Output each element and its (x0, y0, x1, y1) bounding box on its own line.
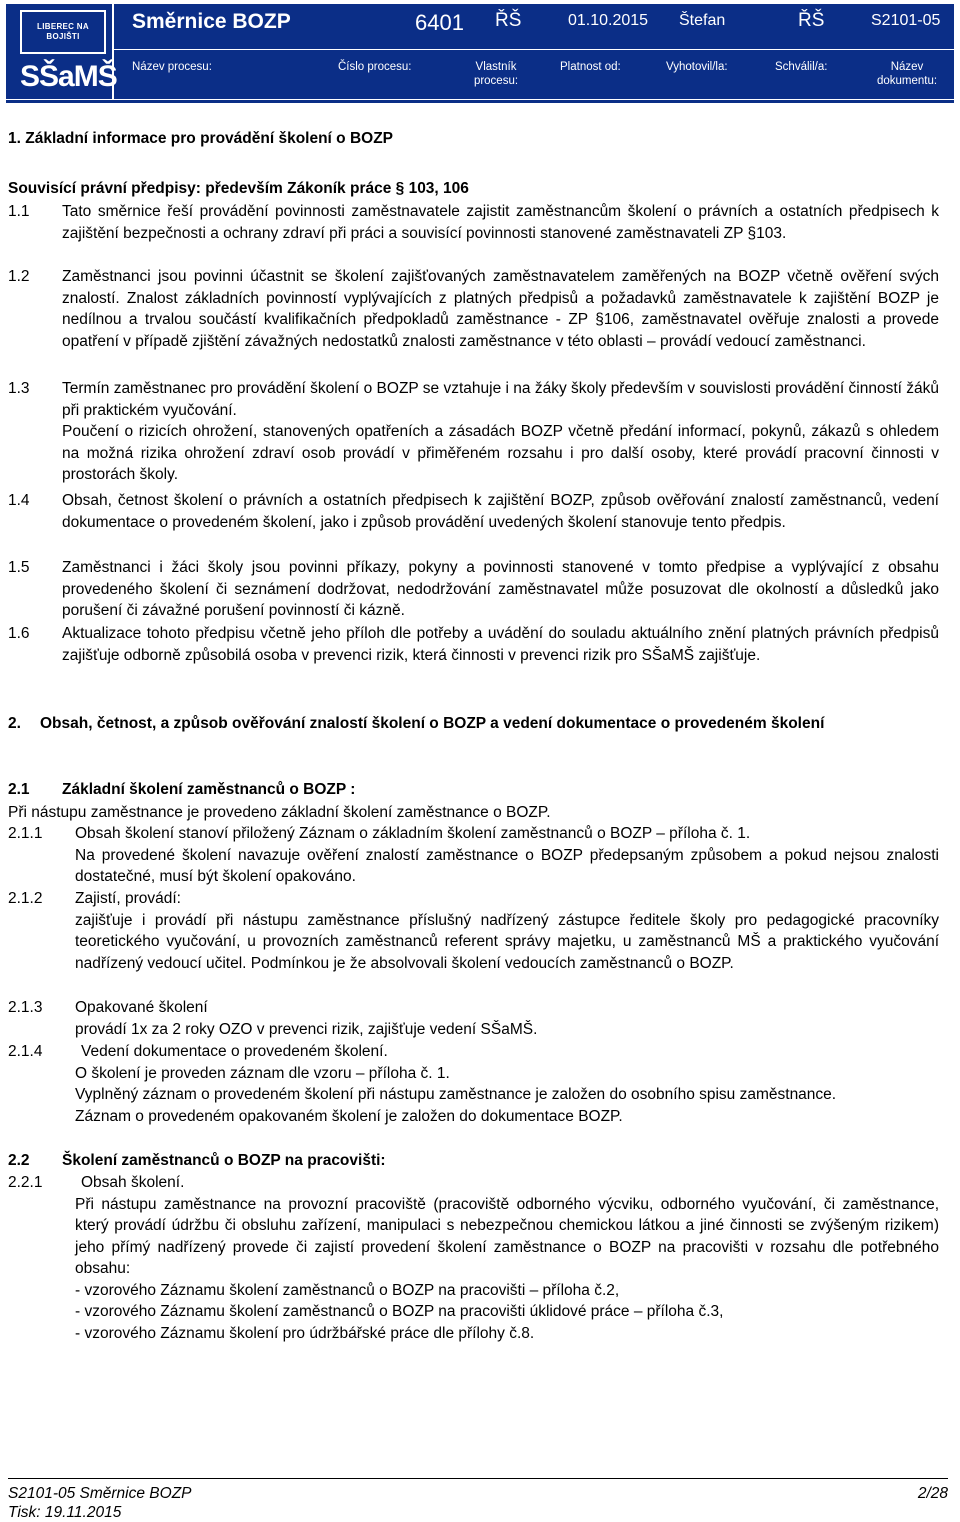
list-item: - vzorového Záznamu školení zaměstnanců o BOZP na pracovišti – příloha č.2, (75, 1281, 620, 1299)
item-2-2-1-text-2: Při nástupu zaměstnance na provozní pracoviště (pracoviště odborného výcviku, odborného vyučování, či zaměstnance, který provádí údržbu či obsluhu zařízení, manipulaci s nebezpečnou chemickou látkou a jiné činnosti se zvýšeným rizikem) jeho přímý nadřízený provede či zajistí provedení školení zaměstnance o BOZP na pracovišti v rozsahu dle potřebného obsahu: (75, 1195, 939, 1277)
label-document-name: Název dokumentu: (876, 61, 938, 87)
item-2-1-3-text-2: provádí 1x za 2 roky OZO v prevenci rizik, zajišťuje vedení SŠaMŠ. (75, 1020, 538, 1038)
legal-references: Souvisící právní předpisy: především Zákoník práce § 103, 106 (8, 180, 469, 197)
logo-top-text: LIBEREC NA BOJIŠTI (37, 22, 89, 41)
logo-crest (20, 10, 106, 54)
approved-by: ŘŠ (798, 10, 825, 31)
item-1-6: Aktualizace tohoto předpisu včetně jeho příloh dle potřeby a uvádění do souladu aktuálního znění platných právních předpisů zajišťuje odborně způsobilá osoba v prevenci rizik, která činnosti v prevenci rizik pro SŠaMŠ zajišťuje. (62, 625, 939, 664)
footer-document: S2101-05 Směrnice BOZP (8, 1485, 192, 1502)
item-number: 2.1.3 (8, 999, 43, 1016)
item-2-1-3 (75, 997, 939, 1040)
item-2-2-1 (75, 1172, 939, 1344)
logo-text: SŠaMŠ (20, 60, 117, 93)
item-2-1-2-text-2: zajišťuje i provádí při nástupu zaměstnance příslušný nadřízený zástupce ředitele školy pro pedagogické pracovníky teoretického vyučování, u provozních zaměstnanců referent správy majetku, u zaměstnanců MŠ a praktického vyučování nadřízený vedoucí učitel. Podmínkou je že absolvovali školení vedoucích zaměstnanců o BOZP. (75, 911, 939, 972)
process-number: 6401 (415, 10, 464, 35)
item-number: 1.1 (8, 203, 30, 220)
item-2-1-4 (75, 1041, 939, 1127)
item-2-1-1-text-2: Na provedené školení navazuje ověření znalostí zaměstnance o BOZP předepsaným způsobem a pokud nejsou znalosti dostatečné, musí být školení opakováno. (75, 846, 939, 885)
item-2-1-1-text: Obsah školení stanoví přiložený Záznam o základním školení zaměstnanců o BOZP – příloha č. 1. (75, 825, 751, 842)
item-2-1-2 (75, 888, 939, 974)
label-owner: Vlastník procesu: (473, 61, 519, 87)
item-2-1-2-text: Zajistí, provádí: (75, 890, 181, 907)
document-name: S2101-05 (871, 12, 941, 29)
header-title: Směrnice BOZP (132, 10, 291, 33)
item-2-1-4-text: Vedení dokumentace o provedeném školení. (81, 1043, 388, 1060)
item-number: 1.5 (8, 559, 30, 576)
page-number: 2/28 (917, 1485, 948, 1502)
item-1-3 (62, 378, 939, 486)
valid-from: 01.10.2015 (568, 12, 649, 29)
item-number: 2.2.1 (8, 1174, 43, 1191)
item-1-4: Obsah, četnost školení o právních a ostatních předpisech k zajištění BOZP, způsob ověřování znalostí zaměstnanců, vedení dokumentace o provedeném školení, jako i způsob provádění uvedených školení stanovuje tento předpis. (62, 492, 939, 531)
item-2-1-4-text-c: Záznam o provedeném opakovaném školení je založen do dokumentace BOZP. (75, 1107, 623, 1125)
process-owner: ŘŠ (495, 10, 522, 31)
header-separator (114, 49, 954, 50)
section-2-heading: Obsah, četnost, a způsob ověřování znalostí školení o BOZP a vedení dokumentace o provedeném školení (40, 715, 825, 732)
section-1-heading: 1. Základní informace pro provádění školení o BOZP (8, 130, 394, 147)
item-2-1-4-text-b: Vyplněný záznam o provedeném školení při nástupu zaměstnance je založen do osobního spisu zaměstnance. (75, 1086, 837, 1103)
label-approved-by: Schválil/a: (775, 61, 828, 73)
footer-rule (8, 1478, 948, 1479)
list-item: - vzorového Záznamu školení pro údržbářské práce dle přílohy č.8. (75, 1324, 535, 1342)
page-footer (8, 1484, 948, 1522)
label-process-number: Číslo procesu: (338, 61, 412, 73)
item-1-2: Zaměstnanci jsou povinni účastnit se školení zajišťovaných zaměstnavatelem zaměřených na BOZP včetně ověření svých znalostí. Znalost základních povinností vyplývajících z platných předpisů a požadavků zaměstnavatele k zajištění BOZP je nedílnou a trvalou součástí kvalifikačních předpokladů zaměstnance - ZP §106, zaměstnavatel ověřuje znalosti a provede opatření v případě zjištění závažných nedostatků znalosti zaměstnance v této oblasti – provádí vedoucí zaměstnanci. (62, 268, 939, 350)
section-2-2-number: 2.2 (8, 1152, 30, 1169)
item-1-5: Zaměstnanci i žáci školy jsou povinni příkazy, pokyny a povinnosti stanovené v tomto předpise a vyplývající z obsahu provedeného školení či seznámení dodržovat, nedodržování zaměstnavatel může posuzovat dle okolností a důsledků jako porušení či závažné porušení povinností či kázně. (62, 559, 939, 619)
item-number: 1.3 (8, 380, 30, 397)
item-number: 1.6 (8, 625, 30, 642)
section-2-number: 2. (8, 715, 21, 732)
school-logo (6, 4, 117, 99)
item-2-1-3-text: Opakované školení (75, 999, 208, 1016)
item-1-3-text: Termín zaměstnanec pro provádění školení o BOZP se vztahuje i na žáky školy především v souvislosti provádění činností žáků při praktickém vyučování. (62, 380, 939, 419)
item-number: 2.1.4 (8, 1043, 43, 1060)
item-number: 1.2 (8, 268, 30, 285)
list-item: - vzorového Záznamu školení zaměstnanců o BOZP na pracovišti úklidové práce – příloha č.3, (75, 1303, 724, 1320)
created-by: Štefan (679, 12, 726, 29)
item-number: 1.4 (8, 492, 30, 509)
header-rule (6, 100, 954, 103)
footer-print-date: Tisk: 19.11.2015 (8, 1504, 122, 1521)
item-2-1-1 (75, 823, 939, 888)
header-grid (114, 4, 954, 99)
item-number: 2.1.2 (8, 890, 43, 907)
item-2-2-1-text: Obsah školení. (81, 1174, 185, 1191)
section-2-1-heading: Základní školení zaměstnanců o BOZP : (62, 781, 356, 798)
section-2-1-intro: Při nástupu zaměstnance je provedeno základní školení zaměstnance o BOZP. (8, 804, 551, 821)
label-created-by: Vyhotovil/la: (666, 61, 728, 73)
item-1-3-text-2: Poučení o rizicích ohrožení, stanovených opatřeních a zásadách BOZP včetně předání informací, pokynů, zákazů s ohledem na možná rizika ohrožení zdraví osob provádí v přiměřeném rozsahu i pro další osoby, které provádí pracovní činnosti v prostorách školy. (62, 423, 939, 483)
item-number: 2.1.1 (8, 825, 43, 842)
label-valid-from: Platnost od: (560, 61, 621, 73)
document-header (6, 4, 954, 99)
label-process-name: Název procesu: (132, 61, 212, 73)
section-2-2-heading: Školení zaměstnanců o BOZP na pracovišti: (62, 1152, 386, 1169)
item-2-1-4-text-a: O školení je proveden záznam dle vzoru – příloha č. 1. (75, 1064, 450, 1082)
item-1-1: Tato směrnice řeší provádění povinnosti zaměstnavatele zajistit zaměstnancům školení o právních a ostatních předpisech k zajištění bezpečnosti a ochrany zdraví při práci a souvisící povinnosti stanovené zaměstnavateli ZP §103. (62, 203, 939, 242)
section-2-1-number: 2.1 (8, 781, 30, 798)
